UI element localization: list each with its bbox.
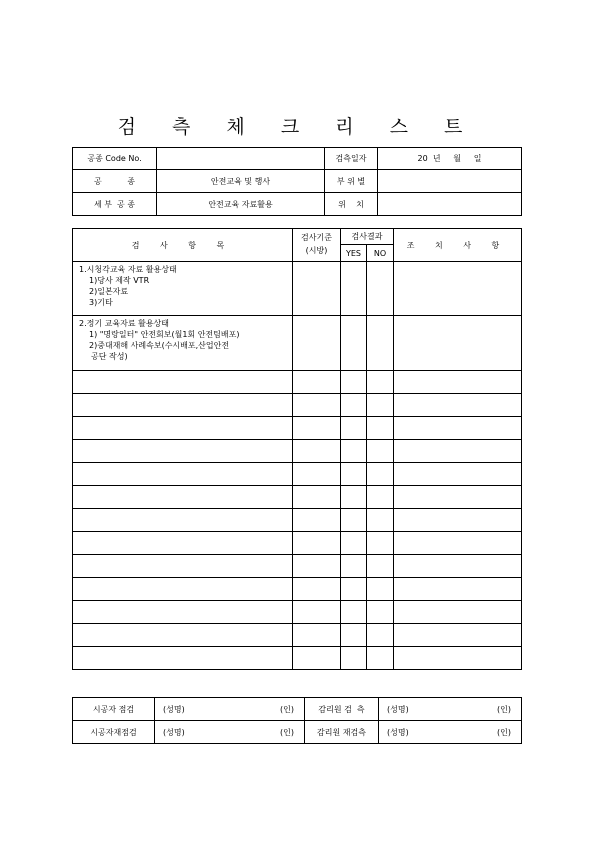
no-cell[interactable] [367, 601, 394, 624]
yes-cell[interactable] [341, 463, 367, 486]
table-row [73, 394, 522, 417]
part-label: 부 위 별 [325, 170, 378, 193]
date-label: 검측일자 [325, 148, 378, 170]
standard-cell[interactable] [293, 417, 341, 440]
supervisor-inspect-sign[interactable] [379, 698, 522, 721]
standard-cell[interactable] [293, 578, 341, 601]
action-cell[interactable] [394, 509, 522, 532]
name-label: (성명) [163, 727, 185, 737]
standard-cell[interactable] [293, 440, 341, 463]
standard-cell[interactable] [293, 316, 341, 371]
page-title: 검 측 체 크 리 스 트 [117, 116, 478, 138]
no-cell[interactable] [367, 316, 394, 371]
signature-table [72, 697, 522, 744]
action-cell[interactable] [394, 624, 522, 647]
date-field[interactable]: 20 년 월 일 [378, 148, 522, 170]
contractor-recheck-label: 시공자재점검 [73, 721, 155, 744]
table-row [73, 371, 522, 394]
seal-label: (인) [497, 727, 511, 737]
detail-field[interactable]: 안전교육 자료활용 [157, 193, 325, 216]
table-row [73, 601, 522, 624]
yes-cell[interactable] [341, 486, 367, 509]
no-cell[interactable] [367, 463, 394, 486]
action-cell[interactable] [394, 316, 522, 371]
table-row [73, 262, 522, 316]
action-cell[interactable] [394, 417, 522, 440]
table-row [73, 578, 522, 601]
yes-cell[interactable] [341, 509, 367, 532]
supervisor-reinspect-label: 감리원 재검측 [305, 721, 379, 744]
name-label: (성명) [387, 704, 409, 714]
standard-cell[interactable] [293, 486, 341, 509]
header-standard-label: 검사기준 [301, 233, 332, 242]
action-cell[interactable] [394, 647, 522, 670]
contractor-recheck-sign[interactable] [155, 721, 305, 744]
header-action: 조 치 사 항 [394, 229, 522, 262]
yes-cell[interactable] [341, 316, 367, 371]
item-line: 2.정기 교육자료 활용상태 [79, 319, 169, 328]
yes-cell[interactable] [341, 371, 367, 394]
work-label: 공 종 [73, 170, 157, 193]
standard-cell[interactable] [293, 509, 341, 532]
table-row [73, 555, 522, 578]
table-row [73, 624, 522, 647]
no-cell[interactable] [367, 578, 394, 601]
item-line: 1.시청각교육 자료 활용상태 [79, 265, 177, 274]
header-result: 검사결과 [341, 229, 394, 245]
header-yes: YES [341, 245, 367, 262]
action-cell[interactable] [394, 262, 522, 316]
header-standard [293, 229, 341, 262]
yes-cell[interactable] [341, 532, 367, 555]
location-field[interactable] [378, 193, 522, 216]
item-cell[interactable] [73, 532, 293, 555]
item-cell[interactable] [73, 463, 293, 486]
no-cell[interactable] [367, 440, 394, 463]
name-label: (성명) [163, 704, 185, 714]
work-field[interactable]: 안전교육 및 행사 [157, 170, 325, 193]
item-cell[interactable] [73, 394, 293, 417]
yes-cell[interactable] [341, 440, 367, 463]
standard-cell[interactable] [293, 262, 341, 316]
no-cell[interactable] [367, 509, 394, 532]
standard-cell[interactable] [293, 463, 341, 486]
action-cell[interactable] [394, 601, 522, 624]
no-cell[interactable] [367, 417, 394, 440]
item-line: 1) "명랑일터" 안전회보(월1회 안전팀배포) [89, 330, 240, 339]
standard-cell[interactable] [293, 601, 341, 624]
action-cell[interactable] [394, 394, 522, 417]
no-cell[interactable] [367, 555, 394, 578]
code-field[interactable] [157, 148, 325, 170]
header-standard-sub: (시방) [305, 246, 328, 255]
no-cell[interactable] [367, 394, 394, 417]
action-cell[interactable] [394, 578, 522, 601]
standard-cell[interactable] [293, 371, 341, 394]
standard-cell[interactable] [293, 647, 341, 670]
action-cell[interactable] [394, 463, 522, 486]
item-cell [73, 316, 293, 371]
part-field[interactable] [378, 170, 522, 193]
item-cell[interactable] [73, 578, 293, 601]
item-cell[interactable] [73, 371, 293, 394]
header-items: 검 사 항 목 [73, 229, 293, 262]
item-line: 2)일본자료 [89, 287, 129, 296]
no-cell[interactable] [367, 486, 394, 509]
seal-label: (인) [497, 704, 511, 714]
seal-label: (인) [280, 704, 294, 714]
table-row [73, 647, 522, 670]
yes-cell[interactable] [341, 624, 367, 647]
yes-cell[interactable] [341, 417, 367, 440]
yes-cell[interactable] [341, 555, 367, 578]
item-cell[interactable] [73, 601, 293, 624]
standard-cell[interactable] [293, 624, 341, 647]
item-line: 2)중대재해 사례속보(수시배포,산업안전 [89, 341, 230, 350]
checklist-table [72, 228, 522, 670]
yes-cell[interactable] [341, 578, 367, 601]
no-cell[interactable] [367, 624, 394, 647]
action-cell[interactable] [394, 486, 522, 509]
item-cell[interactable] [73, 555, 293, 578]
seal-label: (인) [280, 727, 294, 737]
table-row [73, 509, 522, 532]
detail-label: 세 부 공 종 [73, 193, 157, 216]
action-cell[interactable] [394, 555, 522, 578]
item-line: 1)당사 제작 VTR [89, 276, 150, 285]
action-cell[interactable] [394, 440, 522, 463]
header-info-table [72, 147, 522, 216]
table-row [73, 417, 522, 440]
action-cell[interactable] [394, 371, 522, 394]
item-cell[interactable] [73, 509, 293, 532]
item-cell[interactable] [73, 486, 293, 509]
supervisor-inspect-label: 감리원 검 측 [305, 698, 379, 721]
contractor-check-sign[interactable] [155, 698, 305, 721]
yes-cell[interactable] [341, 601, 367, 624]
standard-cell[interactable] [293, 532, 341, 555]
item-cell[interactable] [73, 417, 293, 440]
table-row [73, 440, 522, 463]
supervisor-reinspect-sign[interactable] [379, 721, 522, 744]
name-label: (성명) [387, 727, 409, 737]
yes-cell[interactable] [341, 262, 367, 316]
table-row [73, 463, 522, 486]
yes-cell[interactable] [341, 647, 367, 670]
item-cell[interactable] [73, 440, 293, 463]
header-no: NO [367, 245, 394, 262]
item-line: 공단 작성) [91, 352, 128, 361]
item-cell [73, 262, 293, 316]
item-line: 3)기타 [89, 298, 113, 307]
no-cell[interactable] [367, 371, 394, 394]
yes-cell[interactable] [341, 394, 367, 417]
no-cell[interactable] [367, 647, 394, 670]
item-cell[interactable] [73, 647, 293, 670]
table-row [73, 486, 522, 509]
code-label: 공종 Code No. [73, 148, 157, 170]
contractor-check-label: 시공자 점검 [73, 698, 155, 721]
action-cell[interactable] [394, 532, 522, 555]
no-cell[interactable] [367, 262, 394, 316]
no-cell[interactable] [367, 532, 394, 555]
location-label: 위 치 [325, 193, 378, 216]
item-cell[interactable] [73, 624, 293, 647]
standard-cell[interactable] [293, 394, 341, 417]
table-row [73, 532, 522, 555]
table-row [73, 316, 522, 371]
standard-cell[interactable] [293, 555, 341, 578]
